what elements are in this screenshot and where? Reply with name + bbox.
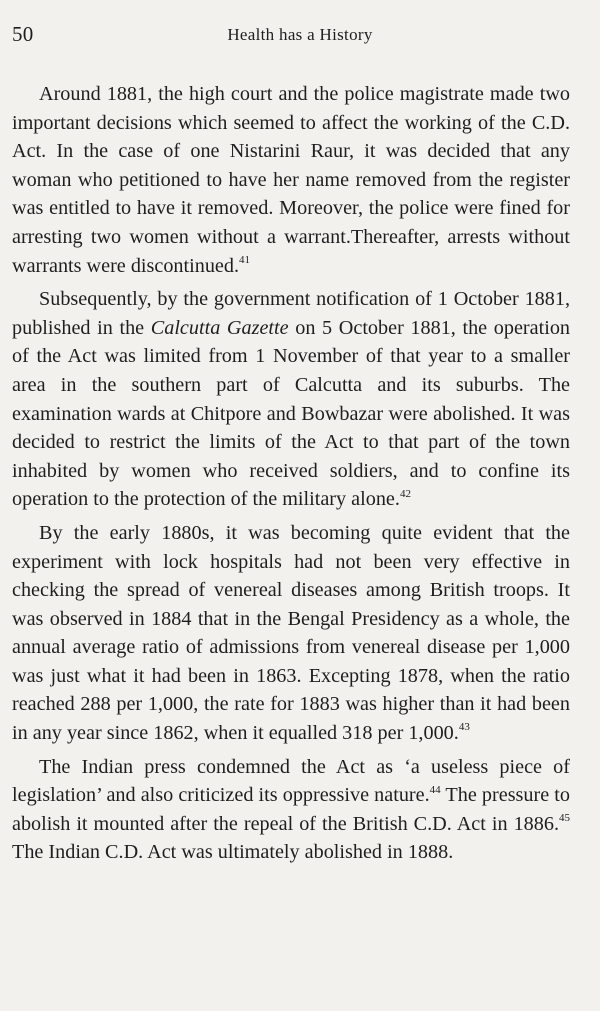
- paragraph-text: Around 1881, the high court and the police magistrate made two important decisions which seemed to affect the working of the C.D. Act. In the case of one Nistarini Raur, it was decided that any woman who petitioned to have her name removed from the register was entitled to have it removed. Moreover, the police were fined for arresting two women without a warrant.Thereafter, arrests without warrants were discontinued.: [12, 83, 570, 277]
- footnote-marker: 43: [458, 721, 470, 734]
- body-text: [12, 80, 570, 872]
- paragraph: [12, 80, 570, 280]
- page-header: [0, 22, 600, 52]
- paragraph: [12, 285, 570, 514]
- paragraph-text: The Indian C.D. Act was ultimately abolished in 1888.: [12, 841, 454, 864]
- paragraph-text: By the early 1880s, it was becoming quite evident that the experiment with lock hospitals had not been very effective in checking the spread of venereal diseases among British troops. It was observed in 1884 that in the Bengal Presidency as a whole, the annual average ratio of admissions from venereal disease per 1,000 was just what it had been in 1863. Excepting 1878, when the ratio reached 288 per 1,000, the rate for 1883 was higher than it had been in any year since 1862, when it equalled 318 per 1,000.: [12, 521, 570, 745]
- page-number: 50: [12, 22, 34, 46]
- paragraph-text: The pressure to abolish it mounted after the repeal of the British C.D. Act in 1886.: [12, 784, 570, 835]
- running-head: Health has a History: [227, 25, 373, 44]
- paragraph: [12, 519, 570, 748]
- italic-title: Calcutta Gazette: [150, 316, 289, 339]
- footnote-marker: 44: [429, 783, 441, 796]
- footnote-marker: 41: [239, 253, 251, 266]
- footnote-marker: 45: [559, 812, 570, 825]
- paragraph-text: on 5 October 1881, the operation of the Act was limited from 1 November of that year to a smaller area in the southern part of Calcutta and its suburbs. The examination wards at Chitpore and Bowbazar were abolished. It was decided to restrict the limits of the Act to that part of the town inhabited by women who received soldiers, and to confine its operation to the protection of the military alone.: [12, 316, 571, 511]
- paragraph: [12, 753, 570, 867]
- paragraph-text: Subsequently, by the government notification of 1 October 1881, published in the: [12, 288, 570, 339]
- paragraph-text: The Indian press condemned the Act as ‘a useless piece of legislation’ and also criticized its oppressive nature.: [12, 755, 570, 807]
- footnote-marker: 42: [399, 487, 411, 500]
